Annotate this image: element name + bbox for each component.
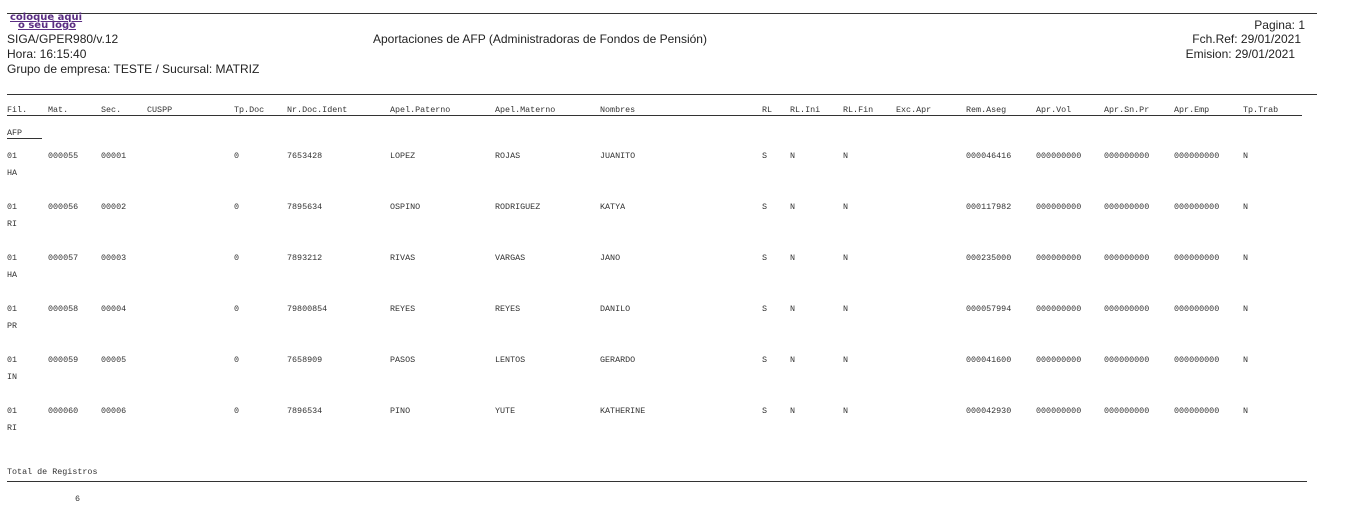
column-header: Apel.Materno <box>495 105 556 115</box>
cell-rl: S <box>762 253 768 263</box>
cell-rl: S <box>762 406 768 416</box>
column-header: Nr.Doc.Ident <box>287 105 348 115</box>
column-header: Tp.Trab <box>1243 105 1279 115</box>
table-row <box>0 406 1372 446</box>
cell-nr-doc: 7653428 <box>287 151 323 161</box>
cell-nr-doc: 7896534 <box>287 406 323 416</box>
cell-apel-paterno: RIVAS <box>390 253 416 263</box>
column-header: Nombres <box>600 105 636 115</box>
logo-line-2: o seu logo <box>18 20 77 31</box>
cell-nombres: JANO <box>600 253 621 263</box>
total-value: 6 <box>75 494 81 504</box>
cell-fil: 01 <box>7 406 18 416</box>
cell-nombres: KATHERINE <box>600 406 646 416</box>
cell-mat: 000060 <box>48 406 79 416</box>
cell-rl-fin: N <box>843 406 849 416</box>
cell-apr-sn-pr: 000000000 <box>1104 202 1150 212</box>
cell-apr-vol: 000000000 <box>1036 355 1082 365</box>
cell-sub-code: PR <box>7 321 18 331</box>
column-header-rule <box>7 115 1302 116</box>
cell-apr-sn-pr: 000000000 <box>1104 304 1150 314</box>
cell-fil: 01 <box>7 202 18 212</box>
report-title: Aportaciones de AFP (Administradoras de Fondos de Pensión) <box>373 32 707 46</box>
cell-rl-fin: N <box>843 253 849 263</box>
cell-rl: S <box>762 304 768 314</box>
top-rule <box>7 13 1317 14</box>
cell-rem-aseg: 000057994 <box>966 304 1012 314</box>
table-row <box>0 202 1372 242</box>
cell-apr-emp: 000000000 <box>1174 355 1220 365</box>
cell-apel-paterno: OSPINO <box>390 202 421 212</box>
cell-fil: 01 <box>7 304 18 314</box>
cell-rl-ini: N <box>790 151 796 161</box>
section-label-rule <box>7 138 42 139</box>
print-time: Hora: 16:15:40 <box>7 47 87 61</box>
cell-nr-doc: 7658909 <box>287 355 323 365</box>
cell-nombres: KATYA <box>600 202 626 212</box>
cell-rl: S <box>762 355 768 365</box>
cell-apr-sn-pr: 000000000 <box>1104 406 1150 416</box>
cell-sec: 00001 <box>101 151 127 161</box>
cell-apel-paterno: REYES <box>390 304 416 314</box>
reference-date: Fch.Ref: 29/01/2021 <box>1192 32 1301 46</box>
cell-mat: 000057 <box>48 253 79 263</box>
column-header: RL.Ini <box>790 105 821 115</box>
emission-date: Emision: 29/01/2021 <box>1185 47 1295 61</box>
page-number: Pagina: 1 <box>1254 18 1305 32</box>
table-row <box>0 151 1372 191</box>
cell-apr-emp: 000000000 <box>1174 202 1220 212</box>
cell-apr-sn-pr: 000000000 <box>1104 253 1150 263</box>
cell-apel-paterno: LOPEZ <box>390 151 416 161</box>
cell-rl-fin: N <box>843 355 849 365</box>
cell-tp-doc: 0 <box>234 355 240 365</box>
cell-sub-code: RI <box>7 423 18 433</box>
cell-sec: 00004 <box>101 304 127 314</box>
cell-sub-code: HA <box>7 270 18 280</box>
cell-mat: 000056 <box>48 202 79 212</box>
column-header: Apr.Emp <box>1174 105 1210 115</box>
cell-rl-ini: N <box>790 202 796 212</box>
cell-apel-materno: REYES <box>495 304 521 314</box>
cell-sec: 00002 <box>101 202 127 212</box>
company-group: Grupo de empresa: TESTE / Sucursal: MATRIZ <box>7 62 260 76</box>
cell-apr-emp: 000000000 <box>1174 304 1220 314</box>
cell-sub-code: HA <box>7 168 18 178</box>
cell-apr-emp: 000000000 <box>1174 253 1220 263</box>
cell-tp-trab: N <box>1243 355 1249 365</box>
cell-sub-code: RI <box>7 219 18 229</box>
cell-rl-fin: N <box>843 202 849 212</box>
company-logo <box>10 14 82 30</box>
column-header: RL.Fin <box>843 105 874 115</box>
cell-apr-sn-pr: 000000000 <box>1104 151 1150 161</box>
cell-mat: 000055 <box>48 151 79 161</box>
cell-mat: 000058 <box>48 304 79 314</box>
cell-rl: S <box>762 202 768 212</box>
footer-rule <box>7 481 1307 482</box>
cell-rl-ini: N <box>790 304 796 314</box>
cell-rem-aseg: 000235000 <box>966 253 1012 263</box>
cell-apr-vol: 000000000 <box>1036 304 1082 314</box>
column-header: Tp.Doc <box>234 105 265 115</box>
cell-apel-materno: RODRIGUEZ <box>495 202 541 212</box>
cell-tp-trab: N <box>1243 151 1249 161</box>
cell-sec: 00005 <box>101 355 127 365</box>
column-header: Fil. <box>7 105 28 115</box>
table-row <box>0 253 1372 293</box>
cell-mat: 000059 <box>48 355 79 365</box>
cell-rl-fin: N <box>843 304 849 314</box>
cell-rl-ini: N <box>790 406 796 416</box>
cell-rl-ini: N <box>790 253 796 263</box>
cell-tp-trab: N <box>1243 202 1249 212</box>
cell-nr-doc: 7893212 <box>287 253 323 263</box>
cell-nombres: JUANITO <box>600 151 636 161</box>
cell-tp-doc: 0 <box>234 202 240 212</box>
cell-apel-paterno: PASOS <box>390 355 416 365</box>
cell-apel-materno: LENTOS <box>495 355 526 365</box>
cell-tp-trab: N <box>1243 253 1249 263</box>
column-header: Apel.Paterno <box>390 105 451 115</box>
program-id: SIGA/GPER980/v.12 <box>7 32 119 46</box>
cell-tp-doc: 0 <box>234 151 240 161</box>
cell-apr-vol: 000000000 <box>1036 253 1082 263</box>
cell-sub-code: IN <box>7 372 18 382</box>
cell-nr-doc: 79800854 <box>287 304 328 314</box>
cell-tp-trab: N <box>1243 406 1249 416</box>
total-label: Total de Registros <box>7 467 98 477</box>
cell-tp-doc: 0 <box>234 253 240 263</box>
cell-apel-paterno: PINO <box>390 406 411 416</box>
column-header: Mat. <box>48 105 69 115</box>
cell-apr-emp: 000000000 <box>1174 151 1220 161</box>
cell-sec: 00006 <box>101 406 127 416</box>
column-header: RL <box>762 105 773 115</box>
header-rule <box>7 94 1317 95</box>
cell-apr-vol: 000000000 <box>1036 151 1082 161</box>
cell-sec: 00003 <box>101 253 127 263</box>
column-header: Apr.Sn.Pr <box>1104 105 1150 115</box>
column-header: CUSPP <box>147 105 173 115</box>
cell-rem-aseg: 000042930 <box>966 406 1012 416</box>
cell-apr-emp: 000000000 <box>1174 406 1220 416</box>
column-header: Sec. <box>101 105 122 115</box>
cell-tp-trab: N <box>1243 304 1249 314</box>
cell-nr-doc: 7895634 <box>287 202 323 212</box>
column-header: Exc.Apr <box>896 105 932 115</box>
section-label: AFP <box>7 128 23 138</box>
logo-line-1: coloque aqui <box>10 12 83 23</box>
cell-fil: 01 <box>7 253 18 263</box>
cell-apr-vol: 000000000 <box>1036 202 1082 212</box>
cell-rl-ini: N <box>790 355 796 365</box>
cell-apr-vol: 000000000 <box>1036 406 1082 416</box>
cell-tp-doc: 0 <box>234 304 240 314</box>
table-row <box>0 355 1372 395</box>
cell-rem-aseg: 000117982 <box>966 202 1012 212</box>
cell-fil: 01 <box>7 151 18 161</box>
cell-nombres: DANILO <box>600 304 631 314</box>
cell-rem-aseg: 000046416 <box>966 151 1012 161</box>
cell-nombres: GERARDO <box>600 355 636 365</box>
cell-apel-materno: VARGAS <box>495 253 526 263</box>
cell-tp-doc: 0 <box>234 406 240 416</box>
column-header: Rem.Aseg <box>966 105 1007 115</box>
cell-apel-materno: ROJAS <box>495 151 521 161</box>
cell-apr-sn-pr: 000000000 <box>1104 355 1150 365</box>
cell-rl: S <box>762 151 768 161</box>
cell-apel-materno: YUTE <box>495 406 516 416</box>
cell-fil: 01 <box>7 355 18 365</box>
cell-rem-aseg: 000041600 <box>966 355 1012 365</box>
column-header: Apr.Vol <box>1036 105 1072 115</box>
table-row <box>0 304 1372 344</box>
cell-rl-fin: N <box>843 151 849 161</box>
